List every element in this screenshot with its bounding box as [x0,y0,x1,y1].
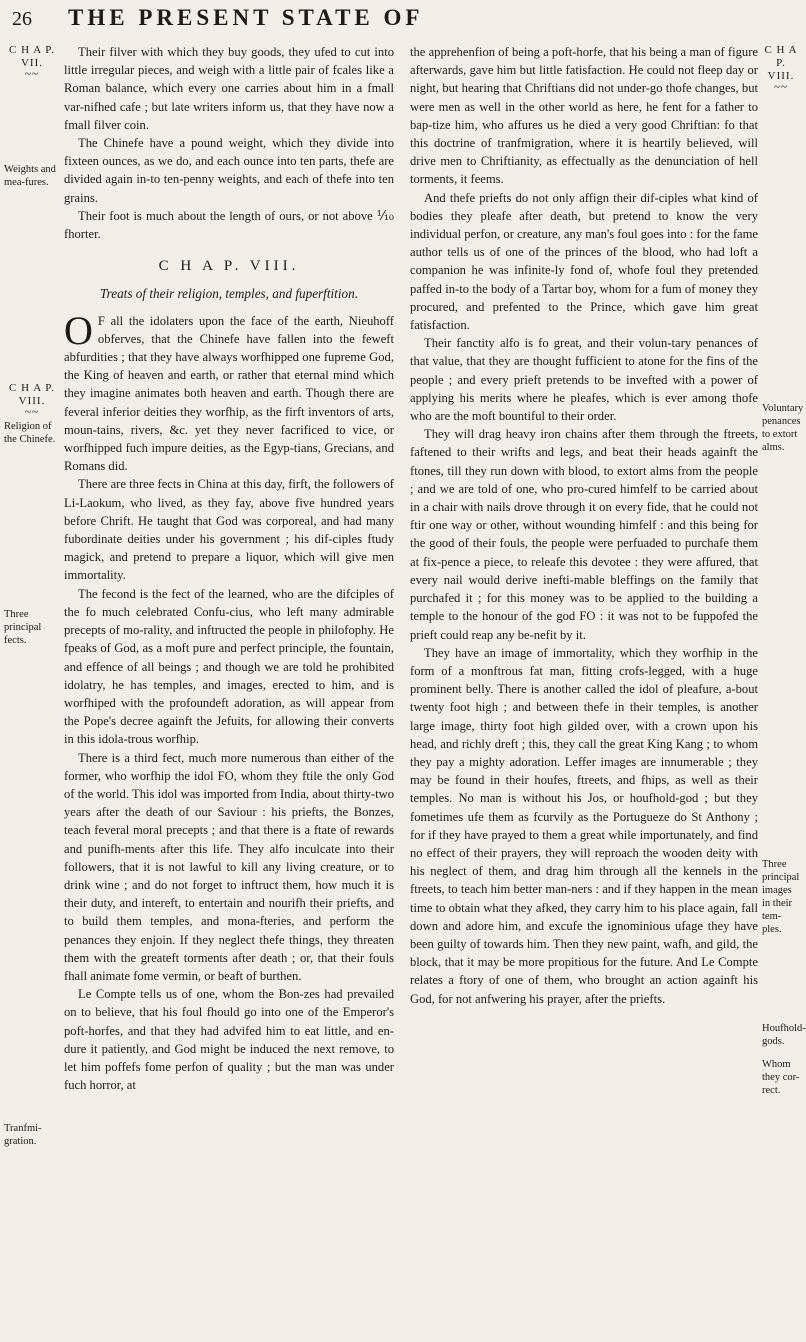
paragraph: The fecond is the fect of the learned, who are the difciples of the fo much celebrated Confu-cius, who left many admirable precepts of mo-rality, and inftructed the people in philofophy. He fpeaks of God, as a moft pure and perfect principle, the fountain, and effence of all beings ; and though we are told he prohibited idolatry, he has temples, and images, erected to him, and is worfhiped with the profoundeft adoration, as will appear from the Pope's decree againft the Jefuits, for allowing their converts in this idola-trous worfhip. [64,586,394,747]
margin-weights: Weights and mea-fures. [4,164,56,188]
bracket-ornament: ~~ [774,81,788,93]
margin-whom-they-correct: Whom they cor-rect. [762,1059,800,1096]
page-number: 26 [12,8,32,30]
margin-three-sects: Three principal fects. [4,609,42,646]
paragraph-with-dropcap [64,307,394,476]
margin-right-chap-viii-label: C H A P. VIII. [764,44,798,82]
running-title: THE PRESENT STATE OF [68,5,424,30]
paragraph: There is a third fect, much more numerous than either of the former, who worfhip the idol FO, whom they ftile the only God of the world. This idol was imported from India, about thirty-two years after the death of our Saviour : his priefts, the Bonzes, teach feveral moral precepts ; and that there is a ftate of rewards and punifh-ments after this life. They alfo inculcate into their followers, that it is not lawful to kill any living creature, or to drink wine ; and do not forget to inftruct them, how much it is their duty, and intereft, to entertain and nourifh their priefts, and to build them temples, and mona-fteries, and perform the penances they enjoin. If they neglect thefe things, they threaten them with the greateft torments after death ; or, that their fouls fhall animate fome vermin, or beaft of burthen. [64,750,394,983]
paragraph: They will drag heavy iron chains after them through the ftreets, faftened to their wrifts and legs, and beat their heads againft the ftones, till they run down with blood, to extort alms from the people ; and we are told of one, who pro-cured himfelf to be carried about in a chair with nails drove through it on every fide, that he could not ftir one way or other, without wounding himfelf : and this being for the good of their fouls, the people were perfuaded to purchafe them at fix-pence a piece, to releafe this devotee : they were affured, that every nail would derive inefti-mable bleffings on the family that purchafed it ; for this money was to be applied to the building a temple to the honour of the god FO : it was not to be fuppofed the prieft could reap any be-nefit by it. [410,427,758,642]
margin-transmigration: Tranfmi-gration. [4,1123,42,1147]
drop-cap: O [64,307,93,353]
paragraph: Their filver with which they buy goods, they ufed to cut into little irregular pieces, and weigh with a little pair of fcales like a Roman balance, which every one carries about him in a fmall var-nifhed cafe ; but late writers inform us, that they have now a fmall filver coin. [64,45,394,132]
chapter-heading: C H A P. VIII. [158,258,300,275]
margin-voluntary-penances: Voluntary penances to extort alms. [762,403,804,453]
bracket-ornament: ~~ [25,406,39,418]
chapter-subtitle: Treats of their religion, temples, and fuperftition. [99,286,358,302]
paragraph: Their foot is much about the length of ours, or not above ⅒ fhorter. [64,208,394,242]
paragraph: Le Compte tells us of one, whom the Bon-zes had prevailed on to believe, that his foul fhould go into one of the Emperor's poft-horfes, and that they had advifed him to eat little, and en-dure it patiently, and God might be induced the next remove, to let him poffefs fome perfon of quality ; but the man was under fuch horror, at [64,987,394,1093]
paragraph: the apprehenfion of being a poft-horfe, that his being a man of figure afterwards, gave him but little fatisfaction. He could not fleep day or night, but hearing that Chriftians did not under-go thofe changes, but were men as well in the other world as here, he fent for a father to bap-tize him, who affures us he died a very good Chriftian: fo that this doctrine of tranfmigration, where it is heartily believed, will drive men to Chriftianity, as effectually as the denunciation of hell torments, it feems. [410,45,758,187]
right-column [410,43,758,1008]
margin-household-gods: Houfhold-gods. [762,1023,806,1047]
margin-chap-viii [4,382,60,416]
left-column [64,43,394,1094]
bracket-ornament: ~~ [25,68,39,80]
paragraph: There are three fects in China at this day, firft, the followers of Li-Laokum, who lived, as they fay, above five hundred years before Chrift. He taught that God was corporeal, and had many fubordinate deities under his government ; his dif-ciples ftudy magick, and pretend to prepare a liquor, which will give men immortality. [64,477,394,583]
margin-religion: Religion of the Chinefe. [4,421,56,445]
paragraph: Their fanctity alfo is fo great, and their volun-tary penances of that value, that they are thought fufficient to atone for the fins of the people ; and every prieft pretends to be invefted with a power of applying his merits where he pleafes, which is ever among thofe who are the moft bountiful to their order. [410,336,758,424]
margin-chap-viii-label: C H A P. VIII. [9,382,55,407]
margin-chap-vii-label: C H A P. VII. [9,44,55,69]
margin-right-chap-viii [762,44,800,91]
paragraph-text: F all the idolaters upon the face of the earth, Nieuhoff obferves, that the Chinefe have fallen into the feweft abfurdities ; that they have always worfhipped one fupreme God, the King of heaven and earth, or rather that eternal mind which they imagine animates both heaven and earth. Though there are feveral inferior deities they worfhip, as the firft inventors of arts, moun-tains, rivers, &c. yet they never facrificed to vice, or worfhipped fuch impure deities, as the Egyp-tians, Grecians, and Romans did. [64,313,394,474]
margin-chap-vii [4,44,60,78]
paragraph: They have an image of immortality, which they worfhip in the form of a monftrous fat man, fitting crofs-legged, with a huge prominent belly. There is another called the idol of pleafure, a-bout twenty foot high ; and between thefe in their temples, is another large image, thirty foot high gilded over, with a crown upon his head, and richly dreft ; this, they call the great King Kang ; to whom they pay a mighty adoration. Leffer images are innumerable ; they may be found in their houfes, ftreets, and fhips, as well as their temples. No man is without his Jos, or houfhold-god ; but they fometimes ufe them as fcurvily as the Portugueze do St Anthony ; for if they have prayed to them a great while importunately, and find no effect of their prayers, they will reproach the wooden deity with his neglect of them, and drag him through all the kennels in the ftreets, to teach him better man-ners : and if they happen in the mean time to obtain what they afked, they carry him to his place again, fall down and adore him, and excufe the ignominious ufage they have been guilty of towards him. Then they new paint, wafh, and gild, the block, that it may be more propitious for the future. And Le Compte relates a ftory of one of them, who brought an action againft his God, for not anfwering his prayer, after the priefts. [410,645,758,1006]
margin-three-images: Three principal images in their tem-ples. [762,859,800,935]
paragraph: And thefe priefts do not only affign their dif-ciples what kind of bodies they pleafe after death, but pretend to know the very individual perfon, or creature, any man's foul goes into : for the fame author tells us of one of the princes of the blood, who had loft a companion he was infinite-ly fond of, whofe foul they pretended paffed in-to the body of a Tartar boy, whom for a fum of money they procured, and prefented to the Prince, which gave him great fatisfaction. [410,190,758,333]
paragraph: The Chinefe have a pound weight, which they divide into fixteen ounces, as we do, and each ounce into ten parts, thefe are divided again in-to ten-penny weights, and each of thefe into ten grains. [64,136,394,205]
